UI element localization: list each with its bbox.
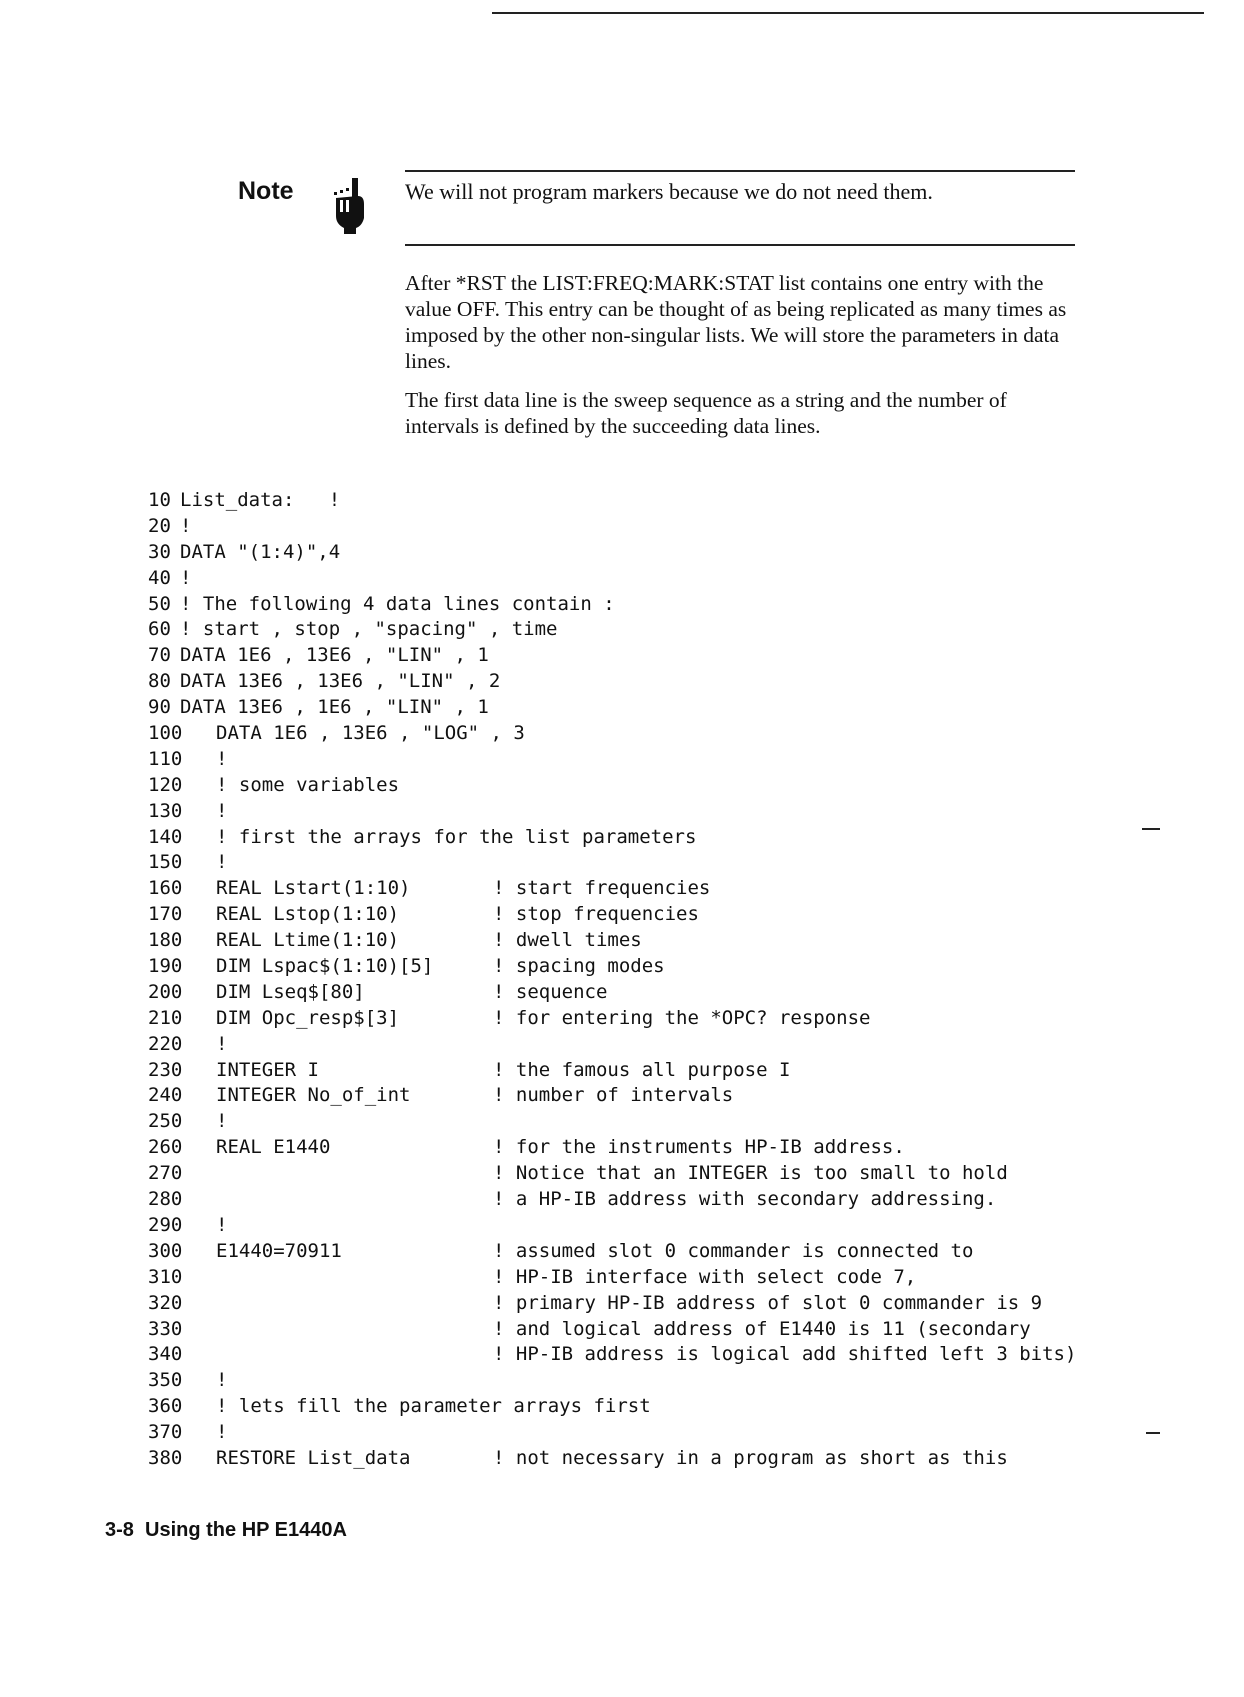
code-comment: ! sequence <box>493 980 608 1003</box>
code-statement: ! <box>216 1213 228 1236</box>
pointing-hand-icon <box>332 178 368 234</box>
code-line <box>148 488 1148 514</box>
code-line <box>148 514 1148 540</box>
code-statement: ! <box>216 747 228 770</box>
code-statement: DIM Opc_resp$[3] <box>216 1006 400 1029</box>
line-number: 160 <box>148 877 183 900</box>
code-statement: ! <box>180 566 192 589</box>
line-number: 60 <box>148 618 171 641</box>
code-statement: DIM Lseq$[80] <box>216 980 365 1003</box>
code-statement: ! first the arrays for the list parameters <box>216 825 697 848</box>
line-number: 130 <box>148 799 183 822</box>
line-number: 280 <box>148 1188 183 1211</box>
code-comment: ! dwell times <box>493 929 642 952</box>
line-number: 90 <box>148 696 171 719</box>
code-line <box>148 669 1148 695</box>
code-comment: ! HP-IB interface with select code 7, <box>493 1265 917 1288</box>
code-statement: ! <box>216 799 228 822</box>
code-line <box>148 1058 1148 1084</box>
note-rule-top <box>405 170 1075 172</box>
code-line <box>148 1420 1148 1446</box>
code-line <box>148 773 1148 799</box>
code-line <box>148 1239 1148 1265</box>
line-number: 270 <box>148 1162 183 1185</box>
line-number: 40 <box>148 566 171 589</box>
code-line <box>148 617 1148 643</box>
code-statement: DATA 13E6 , 13E6 , "LIN" , 2 <box>180 670 501 693</box>
line-number: 30 <box>148 540 171 563</box>
top-rule <box>492 12 1204 14</box>
line-number: 100 <box>148 722 183 745</box>
line-number: 310 <box>148 1265 183 1288</box>
code-line <box>148 980 1148 1006</box>
code-statement: ! start , stop , "spacing" , time <box>180 618 558 641</box>
line-number: 360 <box>148 1395 183 1418</box>
line-number: 220 <box>148 1032 183 1055</box>
note-rule-bottom <box>405 244 1075 246</box>
line-number: 320 <box>148 1291 183 1314</box>
line-number: 300 <box>148 1239 183 1262</box>
line-number: 210 <box>148 1006 183 1029</box>
code-line <box>148 747 1148 773</box>
code-line <box>148 1161 1148 1187</box>
line-number: 150 <box>148 851 183 874</box>
line-number: 200 <box>148 980 183 1003</box>
line-number: 290 <box>148 1213 183 1236</box>
code-comment: ! not necessary in a program as short as this <box>493 1446 1008 1469</box>
line-number: 340 <box>148 1343 183 1366</box>
code-statement: DIM Lspac$(1:10)[5] <box>216 955 434 978</box>
code-line <box>148 643 1148 669</box>
line-number: 80 <box>148 670 171 693</box>
code-line <box>148 566 1148 592</box>
code-comment: ! start frequencies <box>493 877 711 900</box>
line-number: 70 <box>148 644 171 667</box>
code-line <box>148 1109 1148 1135</box>
code-line <box>148 876 1148 902</box>
code-statement: ! <box>216 1421 228 1444</box>
code-statement: ! <box>180 514 192 537</box>
code-comment: ! spacing modes <box>493 955 665 978</box>
line-number: 120 <box>148 773 183 796</box>
line-number: 170 <box>148 903 183 926</box>
paragraph-data-lines: The first data line is the sweep sequence as a string and the number of intervals is defined by the succeeding data lines. <box>405 388 1007 438</box>
code-comment: ! and logical address of E1440 is 11 (secondary <box>493 1317 1031 1340</box>
code-line <box>148 799 1148 825</box>
code-comment: ! assumed slot 0 commander is connected to <box>493 1239 974 1262</box>
line-number: 370 <box>148 1421 183 1444</box>
line-number: 260 <box>148 1136 183 1159</box>
code-line <box>148 1213 1148 1239</box>
code-line <box>148 1006 1148 1032</box>
page-number: 3-8 <box>105 1519 134 1541</box>
line-number: 180 <box>148 929 183 952</box>
code-statement: ! <box>216 1110 228 1133</box>
code-statement: DATA "(1:4)",4 <box>180 540 341 563</box>
code-statement: REAL Lstop(1:10) <box>216 903 400 926</box>
code-comment: ! stop frequencies <box>493 903 699 926</box>
code-line <box>148 695 1148 721</box>
code-statement: E1440=70911 <box>216 1239 342 1262</box>
code-line <box>148 1032 1148 1058</box>
code-line <box>148 1187 1148 1213</box>
line-number: 250 <box>148 1110 183 1133</box>
code-statement: DATA 13E6 , 1E6 , "LIN" , 1 <box>180 696 489 719</box>
line-number: 330 <box>148 1317 183 1340</box>
margin-change-bar <box>1142 828 1160 830</box>
code-statement: REAL Ltime(1:10) <box>216 929 400 952</box>
code-line <box>148 954 1148 980</box>
note-label: Note <box>238 177 294 205</box>
line-number: 110 <box>148 747 183 770</box>
code-comment: ! HP-IB address is logical add shifted left 3 bits) <box>493 1343 1077 1366</box>
code-statement: INTEGER I <box>216 1058 319 1081</box>
line-number: 240 <box>148 1084 183 1107</box>
code-line <box>148 1317 1148 1343</box>
line-number: 50 <box>148 592 171 615</box>
code-line <box>148 1135 1148 1161</box>
code-line <box>148 1265 1148 1291</box>
paragraph-reset-behavior: After *RST the LIST:FREQ:MARK:STAT list contains one entry with the value OFF. This entry can be thought of as being replicated as many times as imposed by the other non-singular lists. We will store the parameters in data lines. <box>405 271 1067 373</box>
code-line <box>148 540 1148 566</box>
code-line <box>148 592 1148 618</box>
line-number: 190 <box>148 955 183 978</box>
code-statement: ! lets fill the parameter arrays first <box>216 1395 651 1418</box>
note-text: We will not program markers because we do not need them. <box>405 179 933 204</box>
code-line <box>148 1394 1148 1420</box>
line-number: 350 <box>148 1369 183 1392</box>
code-statement: REAL Lstart(1:10) <box>216 877 411 900</box>
code-line <box>148 1446 1148 1472</box>
code-comment: ! the famous all purpose I <box>493 1058 791 1081</box>
code-line <box>148 1368 1148 1394</box>
code-comment: ! number of intervals <box>493 1084 734 1107</box>
code-line <box>148 721 1148 747</box>
line-number: 20 <box>148 514 171 537</box>
code-statement: RESTORE List_data <box>216 1446 411 1469</box>
margin-change-bar <box>1146 1432 1160 1434</box>
code-line <box>148 825 1148 851</box>
code-comment: ! a HP-IB address with secondary addressing. <box>493 1188 997 1211</box>
code-line <box>148 850 1148 876</box>
code-statement: ! <box>216 1369 228 1392</box>
code-line <box>148 1291 1148 1317</box>
code-statement: ! <box>216 1032 228 1055</box>
page-footer <box>105 1518 347 1542</box>
code-statement: ! The following 4 data lines contain : <box>180 592 615 615</box>
code-statement: ! <box>216 851 228 874</box>
code-statement: DATA 1E6 , 13E6 , "LOG" , 3 <box>216 722 525 745</box>
code-line <box>148 902 1148 928</box>
code-statement: DATA 1E6 , 13E6 , "LIN" , 1 <box>180 644 489 667</box>
code-statement: REAL E1440 <box>216 1136 331 1159</box>
code-statement: INTEGER No_of_int <box>216 1084 411 1107</box>
line-number: 140 <box>148 825 183 848</box>
code-line <box>148 928 1148 954</box>
code-comment: ! for entering the *OPC? response <box>493 1006 871 1029</box>
code-line <box>148 1342 1148 1368</box>
code-comment: ! Notice that an INTEGER is too small to hold <box>493 1162 1008 1185</box>
code-statement: ! some variables <box>216 773 400 796</box>
code-listing <box>148 488 1148 1472</box>
footer-title: Using the HP E1440A <box>145 1519 347 1541</box>
code-statement: List_data: ! <box>180 489 341 511</box>
code-line <box>148 1083 1148 1109</box>
line-number: 10 <box>148 489 171 511</box>
code-comment: ! for the instruments HP-IB address. <box>493 1136 905 1159</box>
line-number: 380 <box>148 1446 183 1469</box>
code-comment: ! primary HP-IB address of slot 0 commander is 9 <box>493 1291 1043 1314</box>
line-number: 230 <box>148 1058 183 1081</box>
